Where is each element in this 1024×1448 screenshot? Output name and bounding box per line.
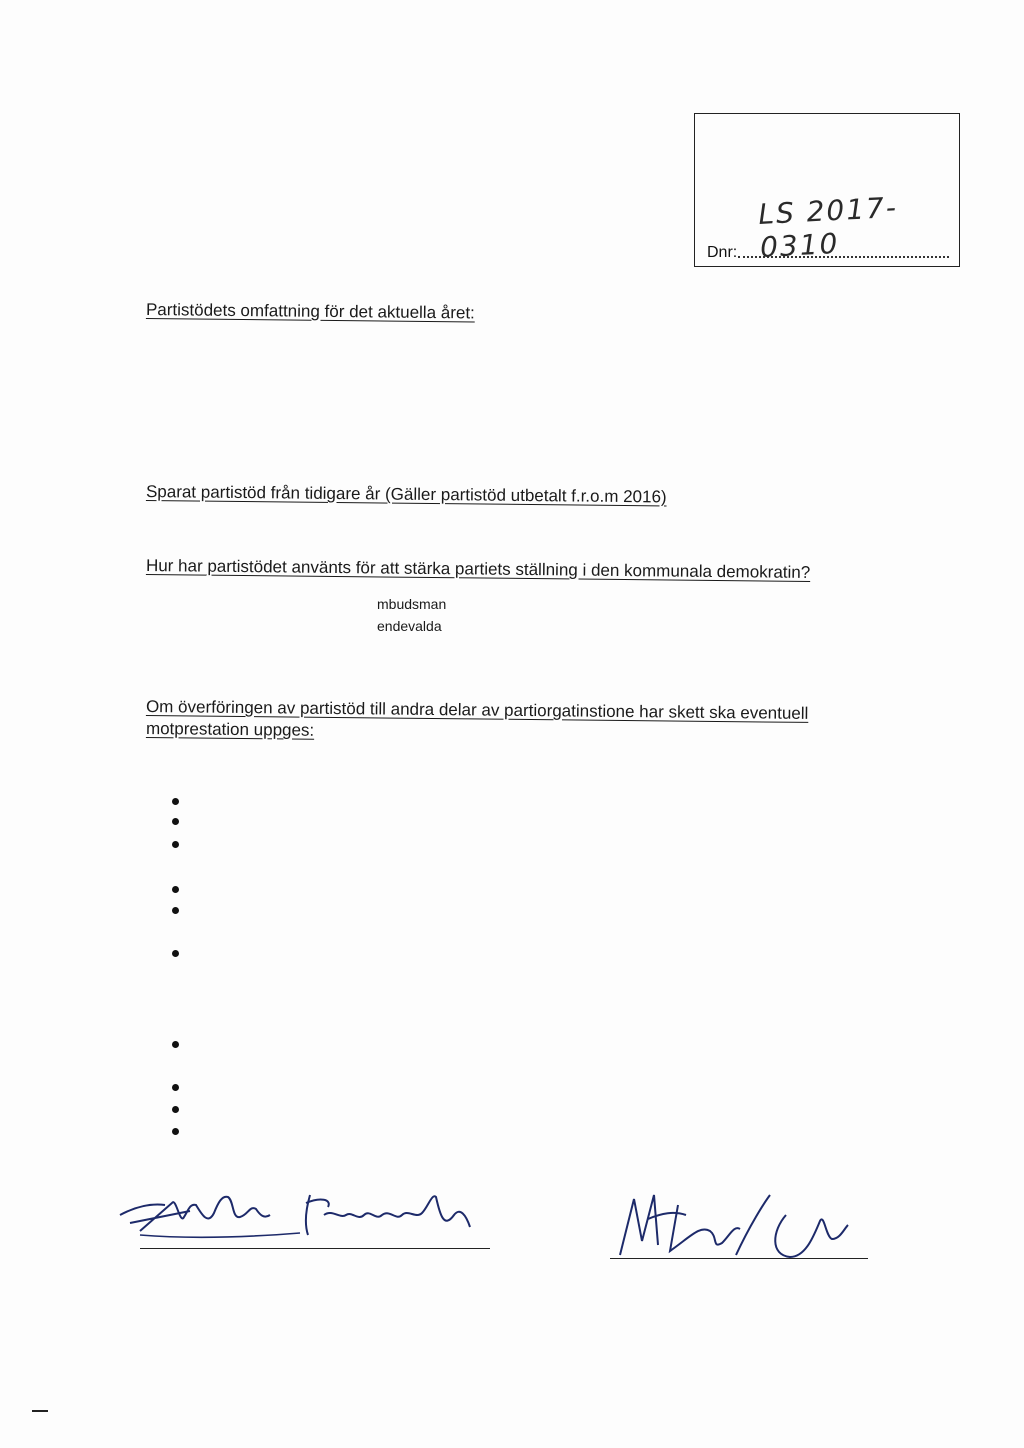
dnr-box [694,113,960,267]
bullet-dot [172,907,179,914]
bullet-dot [172,886,179,893]
bullet-dot [172,798,179,805]
signature-right-line [610,1258,868,1259]
bullet-dot [172,1128,179,1135]
dnr-value: LS 2017-0310 [757,190,899,264]
text-fragment-1: mbudsman [377,596,447,612]
bullet-dot [172,950,179,957]
bullet-dot [172,1084,179,1091]
bullet-list [172,790,192,1150]
bullet-dot [172,1041,179,1048]
heading-saved-support: Sparat partistöd från tidigare år (Gäller partistöd utbetalt f.r.o.m 2016) [145,482,667,507]
text-fragment-2: endevalda [377,618,442,634]
dnr-label: Dnr: [707,244,738,261]
heading-scope: Partistödets omfattning för det aktuella året: [145,300,475,323]
signature-left [110,1175,490,1255]
heading-usage: Hur har partistödet använts för att stärka partiets ställning i den kommunala demokratin? [145,556,811,582]
heading-transfer-line2: motprestation uppges: [145,719,315,740]
signature-left-line [140,1248,490,1249]
scan-edge-mark [32,1410,48,1412]
signature-right [600,1185,870,1275]
bullet-dot [172,841,179,848]
bullet-dot [172,818,179,825]
heading-transfer-line1: Om överföringen av partistöd till andra delar av partiorgatinstione har skett ska eventuell [145,697,809,723]
bullet-dot [172,1106,179,1113]
